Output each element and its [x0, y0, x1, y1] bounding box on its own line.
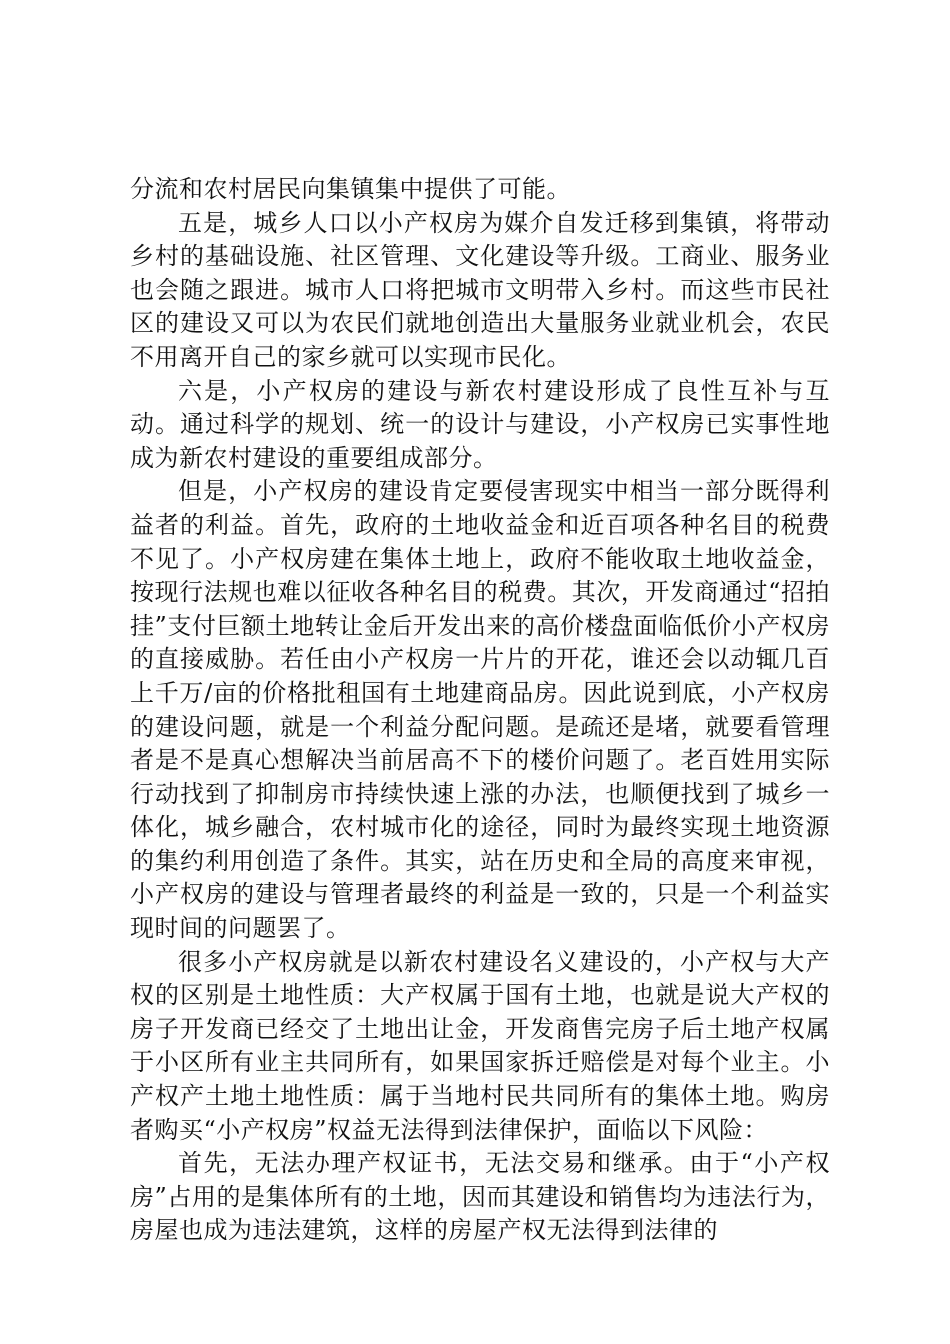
- paragraph-continuation: 分流和农村居民向集镇集中提供了可能。: [130, 175, 571, 203]
- paragraph-property-difference: 很多小产权房就是以新农村建设名义建设的，小产权与大产权的区别是土地性质：大产权属于国有土地，也就是说大产权的房子开发商已经交了土地出让金，开发商售完房子后土地产权属于小区所有业主共同所有，如果国家拆迁赔偿是对每个业主。小产权产土地土地性质：属于当地村民共同所有的集体土地。购房者购买“小产权房”权益无法得到法律保护，面临以下风险：: [130, 947, 830, 1144]
- paragraph-point-five: 五是，城乡人口以小产权房为媒介自发迁移到集镇，将带动乡村的基础设施、社区管理、文化建设等升级。工商业、服务业也会随之跟进。城市人口将把城市文明带入乡村。而这些市民社区的建设又可以为农民们就地创造出大量服务业就业机会，农民不用离开自己的家乡就可以实现市民化。: [130, 208, 830, 371]
- body-text: [130, 173, 830, 1248]
- paragraph-interests: 但是，小产权房的建设肯定要侵害现实中相当一部分既得利益者的利益。首先，政府的土地收益金和近百项各种名目的税费不见了。小产权房建在集体土地上，政府不能收取土地收益金，按现行法规也难以征收各种名目的税费。其次，开发商通过“招拍挂”支付巨额土地转让金后开发出来的高价楼盘面临低价小产权房的直接威胁。若任由小产权房一片片的开花，谁还会以动辄几百上千万/亩的价格批租国有土地建商品房。因此说到底，小产权房的建设问题，就是一个利益分配问题。是疏还是堵，就要看管理者是不是真心想解决当前居高不下的楼价问题了。老百姓用实际行动找到了抑制房市持续快速上涨的办法，也顺便找到了城乡一体化，城乡融合，农村城市化的途径，同时为最终实现土地资源的集约利用创造了条件。其实，站在历史和全局的高度来审视，小产权房的建设与管理者最终的利益是一致的，只是一个利益实现时间的问题罢了。: [130, 477, 830, 943]
- paragraph-point-six: 六是，小产权房的建设与新农村建设形成了良性互补与互动。通过科学的规划、统一的设计与建设，小产权房已实事性地成为新农村建设的重要组成部分。: [130, 376, 830, 472]
- paragraph-first-risk: 首先，无法办理产权证书，无法交易和继承。由于“小产权房”占用的是集体所有的土地，因而其建设和销售均为违法行为，房屋也成为违法建筑，这样的房屋产权无法得到法律的: [130, 1149, 830, 1245]
